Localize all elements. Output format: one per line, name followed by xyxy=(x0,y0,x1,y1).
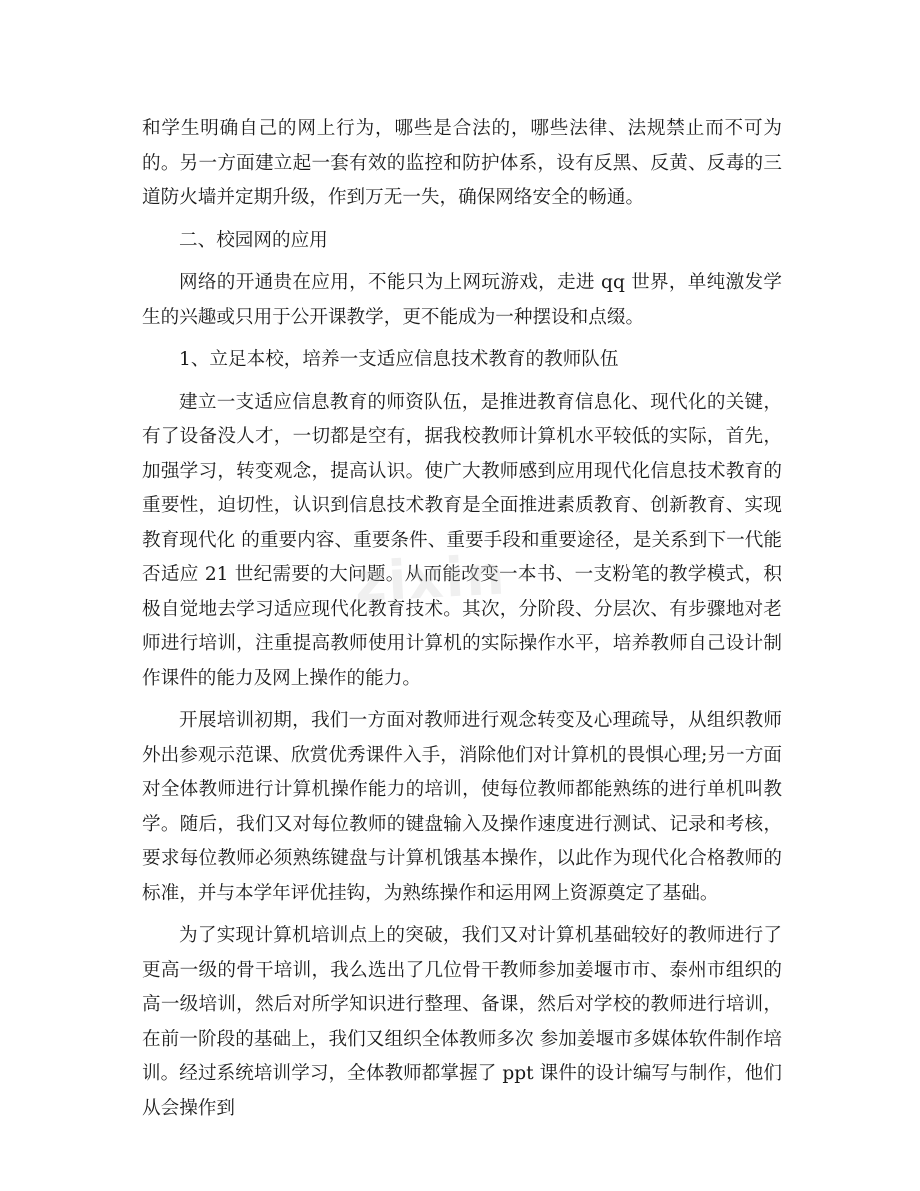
paragraph-1: 和学生明确自己的网上行为，哪些是合法的，哪些法律、法规禁止而不可为的。另一方面建立起一套有效的监控和防护体系，设有反黑、反黄、反毒的三道防火墙并定期升级，作到万无一失，确保网络安全的畅通。 xyxy=(142,118,782,208)
section-heading-campus-network-application: 二、校园网的应用 xyxy=(179,229,328,251)
subheading-teacher-team: 1、立足本校，培养一支适应信息技术教育的教师队伍 xyxy=(179,349,619,370)
paragraph-4: 开展培训初期，我们一方面对教师进行观念转变及心理疏导，从组织教师外出参观示范课、欣赏优秀课件入手，消除他们对计算机的畏惧心理;另一方面对全体教师进行计算机操作能力的培训，使每位教师都能熟练的进行单机叫教学。随后，我们又对每位教师的键盘输入及操作速度进行测试、记录和考核，要求每位教师必须熟练键盘与计算机饿基本操作，以此作为现代化合格教师的标准，并与本学年评优挂钩，为熟练操作和运用网上资源奠定了基础。 xyxy=(142,710,782,904)
paragraph-3: 建立一支适应信息教育的师资队伍，是推进教育信息化、现代化的关键，有了设备没人才，一切都是空有，据我校教师计算机水平较低的实际，首先，加强学习，转变观念，提高认识。使广大教师感到应用现代化信息技术教育的重要性，迫切性，认识到信息技术教育是全面推进素质教育、创新教育、实现教育现代化 的重要内容、重要条件、重要手段和重要途径，是关系到下一代能否适应 21 世纪需要的大问题。从而能改变一本书、一支粉笔的教学模式，积极自觉地去学习适应现代化教育技术。其次，分阶段、分层次、有步骤地对老师进行培训，注重提高教师使用计算机的实际操作水平，培养教师自己设计制作课件的能力及网上操作的能力。 xyxy=(142,391,782,689)
document-body xyxy=(142,112,782,1126)
watermark: zixin xyxy=(353,543,508,615)
paragraph-2: 网络的开通贵在应用，不能只为上网玩游戏，走进 qq 世界，单纯激发学生的兴趣或只用于公开课教学，更不能成为一种摆设和点缀。 xyxy=(142,272,782,328)
paragraph-5: 为了实现计算机培训点上的突破，我们又对计算机基础较好的教师进行了更高一级的骨干培训，我么选出了几位骨干教师参加姜堰市市、泰州市组织的高一级培训，然后对所学知识进行整理、备课，然后对学校的教师进行培训，在前一阶段的基础上，我们又组织全体教师多次 参加姜堰市多媒体软件制作培训。经过系统培训学习，全体教师都掌握了 ppt 课件的设计编写与制作，他们从会操作到 xyxy=(142,925,782,1119)
